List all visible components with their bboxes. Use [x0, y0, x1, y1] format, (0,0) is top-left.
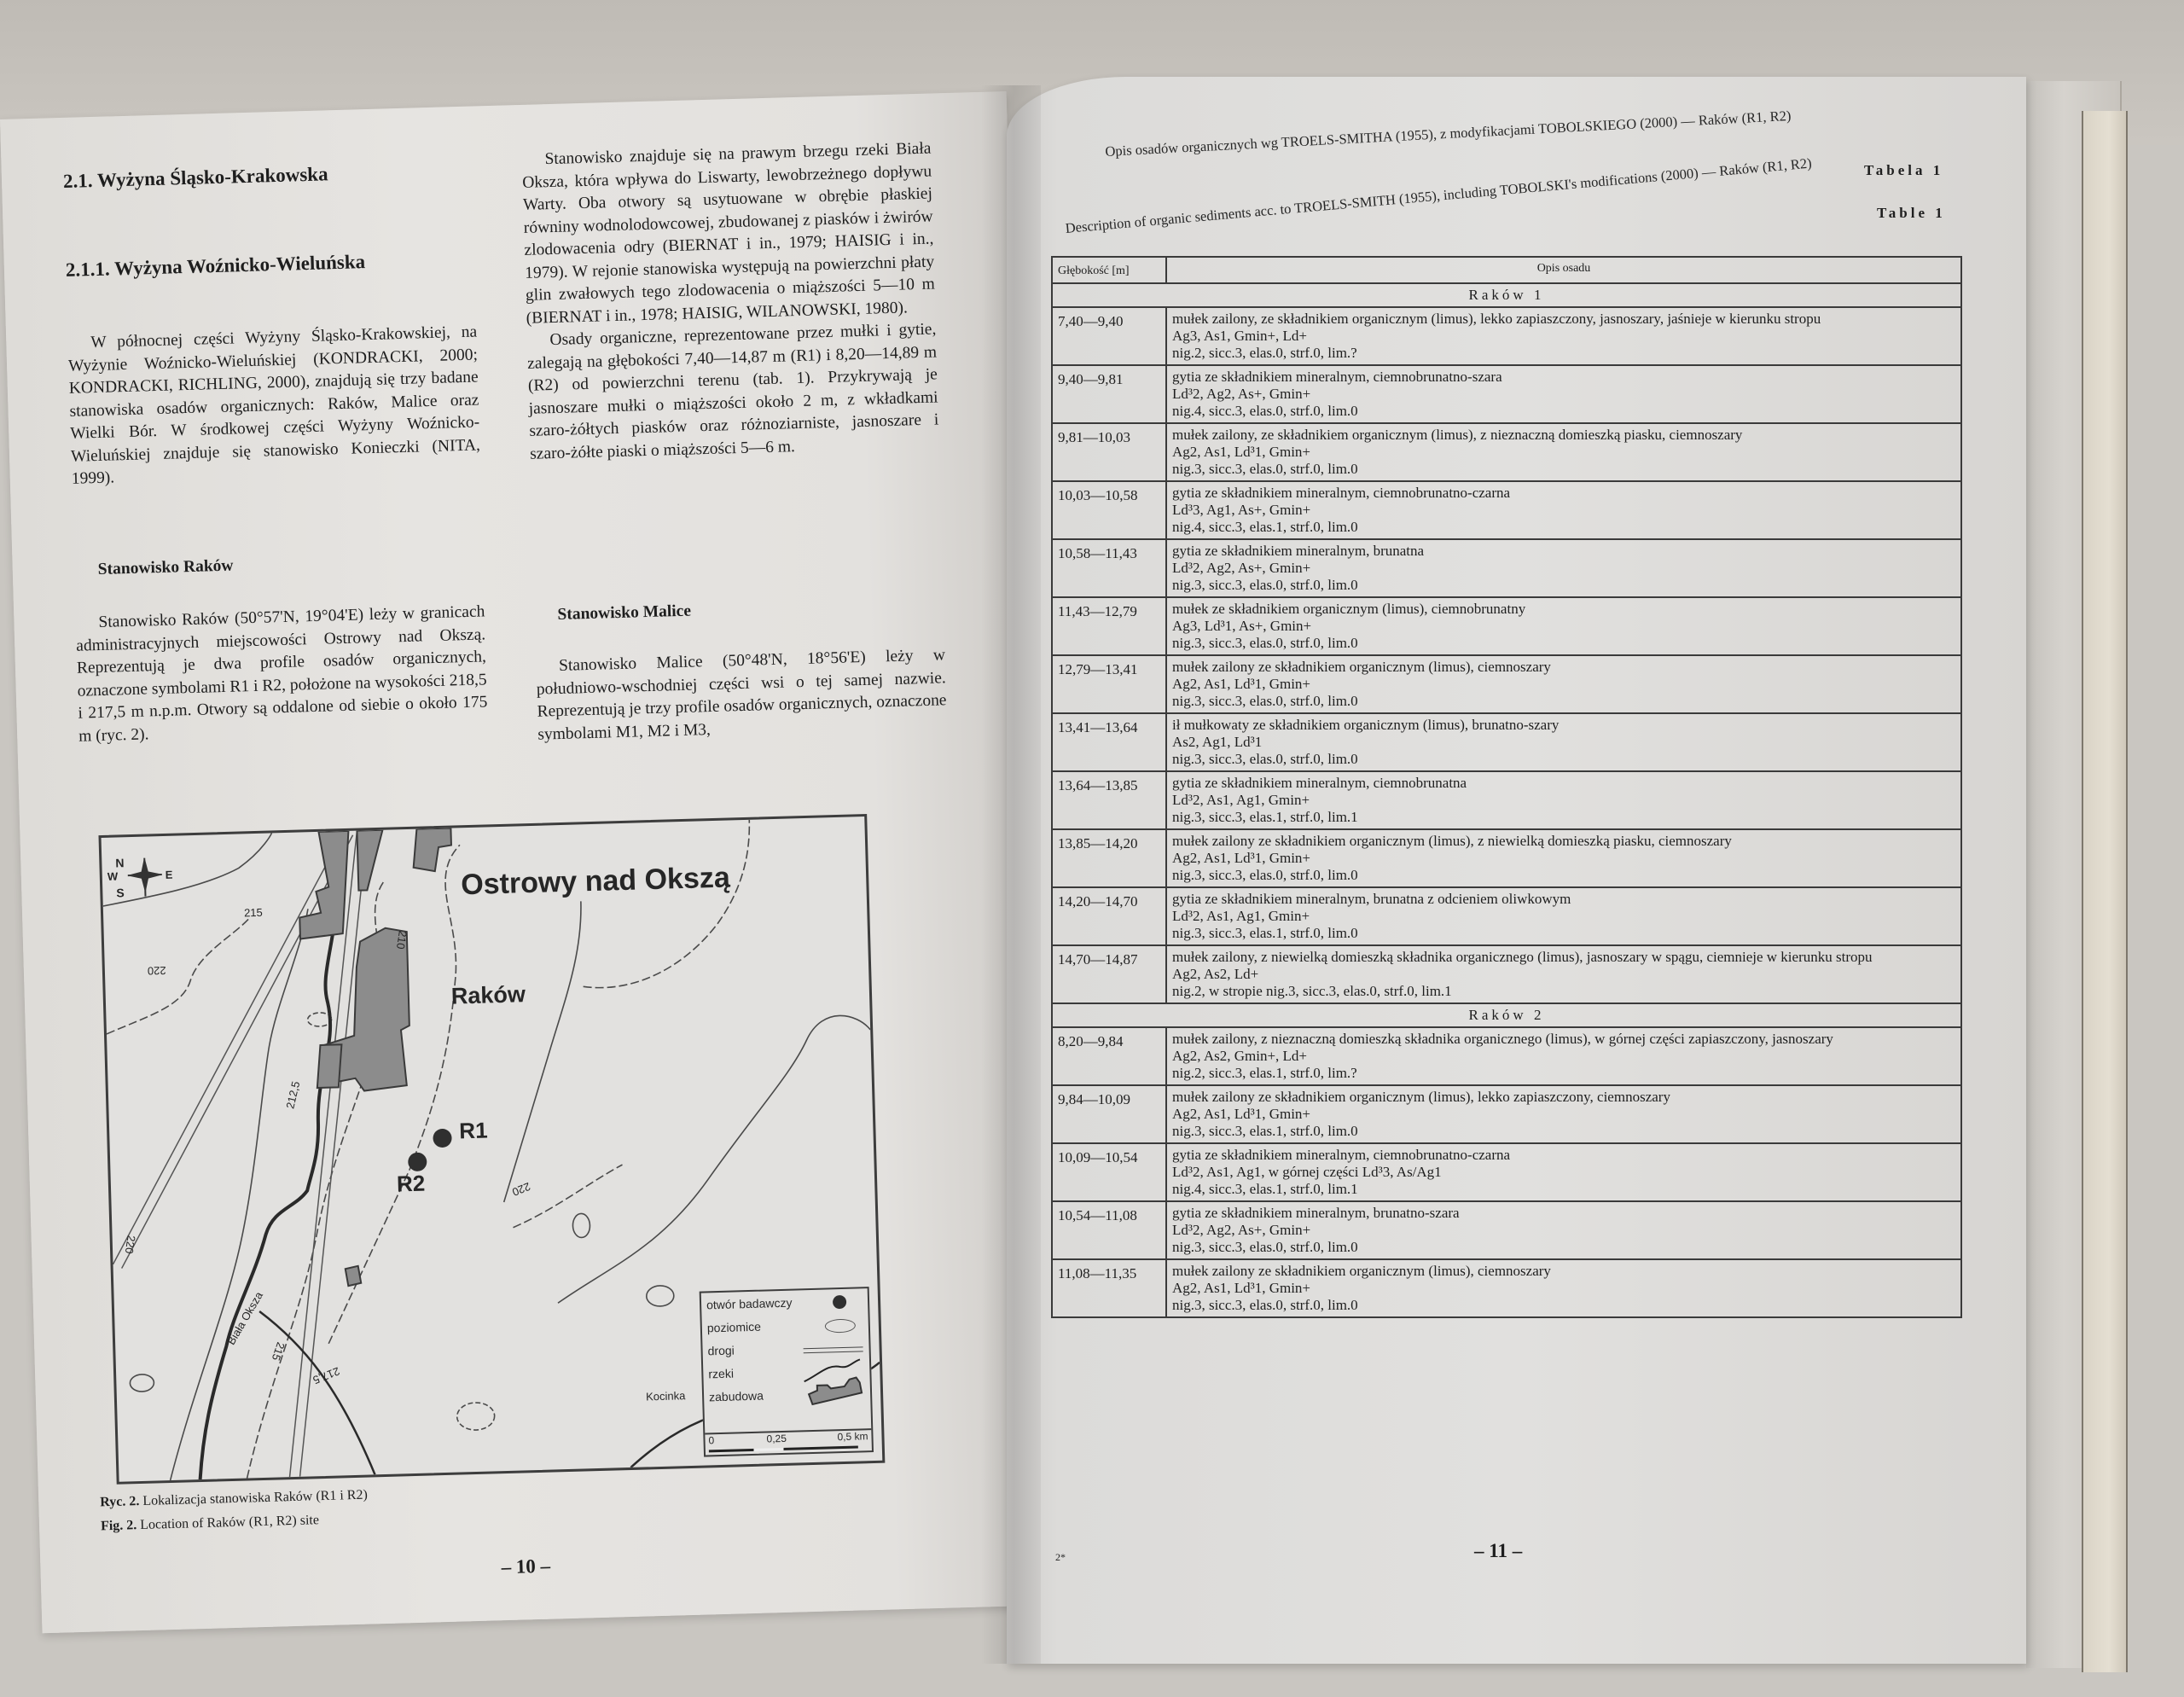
depth-cell: 10,54—11,08 [1052, 1201, 1166, 1259]
table-row [1052, 481, 1961, 539]
description-props: nig.3, sicc.3, elas.0, strf.0, lim.0 [1172, 577, 1358, 593]
contour-label: 220 [147, 963, 166, 978]
description-comp: Ag2, As2, Ld+ [1172, 966, 1259, 982]
depth-cell: 10,58—11,43 [1052, 539, 1166, 597]
depth-cell: 13,64—13,85 [1052, 771, 1166, 829]
caption-pl-label: Ryc. 2. [100, 1494, 140, 1510]
figure-caption-en [101, 1513, 319, 1534]
caption-en-text: Location of Raków (R1, R2) site [140, 1513, 320, 1533]
description-cell [1166, 771, 1961, 829]
description-cell [1166, 1143, 1961, 1201]
description-props: nig.3, sicc.3, elas.0, strf.0, lim.0 [1172, 751, 1358, 767]
table-row [1052, 1027, 1961, 1085]
description-desc: gytia ze składnikiem mineralnym, ciemnobrunatno-szara [1172, 369, 1502, 385]
contour-label: 217,5 [311, 1364, 342, 1387]
description-comp: Ld³2, As1, Ag1, Gmin+ [1172, 792, 1310, 808]
description-cell [1166, 423, 1961, 481]
description-cell [1166, 1027, 1961, 1085]
table-title-en: Description of organic sediments acc. to TROELS-SMITH (1955), including TOBOLSKI's modifications (2000) — Raków (R1, R2) [1065, 154, 1813, 236]
table-row [1052, 829, 1961, 887]
legend-contours-label: poziomice [706, 1319, 762, 1335]
table-label-en: Table 1 [1877, 205, 1946, 221]
col2-paragraphs [521, 138, 939, 466]
contour-icon [825, 1319, 856, 1334]
section-title: Raków 2 [1052, 1003, 1961, 1027]
description-comp: Ag2, As1, Ld³1, Gmin+ [1172, 1106, 1311, 1122]
col2-text-1: Stanowisko znajduje się na prawym brzegu rzeki Biała Oksza, która wpływa do Liswarty, lewobrzeżnego dopływu Warty. Oba otwory są usytuowane w obrębie płaskiej równiny wodnolodowcowej, zbudowanej z piasków i żwirów zlodowacenia odry (BIERNAT i in., 1979; HAISIG i in., 1979). W rejonie stanowiska występują na powierzchni płaty glin zwałowych tego zlodowacenia o miąższości 5—10 m (BIERNAT i in., 1978; HAISIG, WILANOWSKI, 1980). [522, 139, 936, 328]
compass-s: S [116, 886, 125, 900]
description-desc: mułek zailony ze składnikiem organicznym (limus), z niewielką domieszką piasku, ciemnoszary [1172, 833, 1732, 849]
figure-caption-pl [100, 1488, 368, 1511]
table-body [1052, 283, 1961, 1317]
table-label-pl: Tabela 1 [1864, 162, 1944, 178]
description-cell [1166, 1259, 1961, 1317]
description-props: nig.3, sicc.3, elas.0, strf.0, lim.0 [1172, 1297, 1358, 1313]
borehole-r1 [433, 1129, 452, 1148]
description-cell [1166, 655, 1961, 713]
rakow-text: Stanowisko Raków (50°57'N, 19°04'E) leży w granicach administracyjnych miejscowości Ostrowy nad Okszą. Reprezentują je dwa profile osadów organicznych, oznaczone symbolami R1 i R2, położone na wysokości 218,5 i 217,5 m n.p.m. Otwory są oddalone od siebie o około 175 m (ryc. 2). [75, 602, 488, 746]
description-desc: gytia ze składnikiem mineralnym, ciemnobrunatna [1172, 775, 1467, 791]
compass-icon [127, 857, 162, 897]
description-props: nig.4, sicc.3, elas.1, strf.0, lim.0 [1172, 519, 1358, 535]
table-row [1052, 307, 1961, 365]
buildings-icon [807, 1375, 866, 1406]
table-row [1052, 1259, 1961, 1317]
description-desc: gytia ze składnikiem mineralnym, brunatna z odcieniem oliwkowym [1172, 891, 1571, 907]
contour-label: 220 [122, 1234, 138, 1255]
town-label: Ostrowy nad Okszą [460, 861, 731, 902]
description-props: nig.3, sicc.3, elas.0, strf.0, lim.0 [1172, 867, 1358, 883]
description-desc: mułek zailony ze składnikiem organicznym (limus), ciemnoszary [1172, 659, 1551, 675]
description-cell [1166, 829, 1961, 887]
compass-w: W [107, 869, 119, 883]
description-comp: Ag3, Ld³1, As+, Gmin+ [1172, 618, 1312, 634]
description-comp: Ag2, As2, Gmin+, Ld+ [1172, 1048, 1308, 1064]
description-cell [1166, 1085, 1961, 1143]
map-legend [700, 1287, 874, 1456]
section-title: Raków 1 [1052, 283, 1961, 307]
description-cell [1166, 539, 1961, 597]
legend-buildings-label: zabudowa [708, 1388, 764, 1404]
compass-n: N [115, 856, 125, 870]
description-props: nig.3, sicc.3, elas.0, strf.0, lim.0 [1172, 635, 1358, 651]
description-props: nig.2, sicc.3, elas.1, strf.0, lim.? [1172, 1065, 1357, 1081]
header-depth: Głębokość [m] [1052, 257, 1166, 283]
col2-text-2: Osady organiczne, reprezentowane przez mułki i gytie, zalegają na głębokości 7,40—14,87 m (R1) i 8,20—14,89 m (R2) od powierzchni terenu (tab. 1). Przykrywają je jasnoszare mułki o miąższości około 2 m, z wkładkami szaro-żółtych piasków oraz różnoziarniste, jasnoszare i szaro-żółte piaski o miąższości 5—6 m. [526, 320, 939, 463]
legend-roads [707, 1344, 735, 1367]
description-desc: mułek zailony ze składnikiem organicznym (limus), ciemnoszary [1172, 1263, 1551, 1279]
description-comp: Ag2, As1, Ld³1, Gmin+ [1172, 676, 1311, 692]
description-desc: mułek zailony ze składnikiem organicznym (limus), lekko zapiaszczony, ciemnoszary [1172, 1089, 1670, 1105]
subsection-heading: 2.1.1. Wyżyna Woźnicko-Wieluńska [65, 251, 366, 281]
table-row [1052, 1143, 1961, 1201]
description-props: nig.3, sicc.3, elas.1, strf.0, lim.0 [1172, 925, 1358, 941]
left-page [0, 91, 1048, 1633]
section-heading: 2.1. Wyżyna Śląsko-Krakowska [62, 163, 328, 192]
stream-label: Kocinka [645, 1389, 686, 1404]
table-row [1052, 655, 1961, 713]
table-row [1052, 1201, 1961, 1259]
description-cell [1166, 597, 1961, 655]
contour-label: 215 [243, 905, 263, 920]
cover-flap [2082, 111, 2128, 1672]
table-section-row [1052, 1003, 1961, 1027]
caption-en-label: Fig. 2. [100, 1518, 137, 1534]
contour-label: 220 [510, 1179, 532, 1199]
description-props: nig.2, sicc.3, elas.0, strf.0, lim.? [1172, 345, 1357, 361]
description-props: nig.3, sicc.3, elas.1, strf.0, lim.1 [1172, 809, 1358, 825]
description-comp: Ag2, As1, Ld³1, Gmin+ [1172, 444, 1311, 460]
page-number-right: – 11 – [1474, 1540, 1523, 1561]
description-comp: Ag2, As1, Ld³1, Gmin+ [1172, 1280, 1311, 1296]
description-comp: Ld³2, Ag2, As+, Gmin+ [1172, 1222, 1311, 1238]
description-comp: Ld³2, As1, Ag1, Gmin+ [1172, 908, 1310, 924]
table-row [1052, 423, 1961, 481]
depth-cell: 12,79—13,41 [1052, 655, 1166, 713]
borehole-dot-icon [833, 1295, 846, 1309]
table-title-pl: Opis osadów organicznych wg TROELS-SMITHA (1955), z modyfikacjami TOBOLSKIEGO (2000) — Raków (R1, R2) [1105, 107, 1792, 160]
legend-rivers [708, 1367, 734, 1390]
legend-borehole-label: otwór badawczy [706, 1295, 793, 1312]
legend-borehole [706, 1296, 793, 1321]
depth-cell: 13,85—14,20 [1052, 829, 1166, 887]
r2-label: R2 [396, 1170, 426, 1197]
description-desc: ił mułkowaty ze składnikiem organicznym (limus), brunatno-szary [1172, 717, 1560, 733]
description-desc: gytia ze składnikiem mineralnym, brunatno-szara [1172, 1205, 1460, 1221]
header-description: Opis osadu [1166, 257, 1961, 283]
description-props: nig.2, w stropie nig.3, sicc.3, elas.0, strf.0, lim.1 [1172, 983, 1452, 999]
road-icon [804, 1346, 863, 1353]
description-comp: Ld³3, Ag1, As+, Gmin+ [1172, 502, 1311, 518]
sediment-table [1051, 256, 1962, 1318]
legend-rivers-label: rzeki [708, 1366, 735, 1381]
description-desc: gytia ze składnikiem mineralnym, ciemnobrunatno-czarna [1172, 485, 1511, 501]
table-row [1052, 539, 1961, 597]
description-cell [1166, 307, 1961, 365]
depth-cell: 9,81—10,03 [1052, 423, 1166, 481]
depth-cell: 9,40—9,81 [1052, 365, 1166, 423]
caption-pl-text: Lokalizacja stanowiska Raków (R1 i R2) [142, 1487, 369, 1508]
contour-label: 215 [269, 1340, 288, 1363]
compass-e: E [165, 868, 173, 881]
scale-start: 0 [708, 1434, 715, 1447]
description-comp: As2, Ag1, Ld³1 [1172, 734, 1263, 750]
description-comp: Ld³2, Ag2, As+, Gmin+ [1172, 560, 1311, 576]
depth-cell: 14,70—14,87 [1052, 945, 1166, 1003]
description-desc: mułek zailony, z nieznaczną domieszką składnika organicznego (limus), w górnej części zapiaszczony, jasnoszary [1172, 1031, 1833, 1047]
river-label: Biała Oksza [224, 1289, 266, 1347]
scale-mid: 0,25 [766, 1432, 787, 1445]
description-props: nig.3, sicc.3, elas.0, strf.0, lim.0 [1172, 693, 1358, 709]
malice-text: Stanowisko Malice (50°48'N, 18°56'E) leży w południowo-wschodniej części wsi o tej samej nazwie. Reprezentują je trzy profile osadów organicznych, oznaczone symbolami M1, M2 i M3, [536, 646, 947, 744]
depth-cell: 13,41—13,64 [1052, 713, 1166, 771]
malice-paragraph [536, 644, 948, 746]
description-desc: mułek zailony, z niewielką domieszką składnika organicznego (limus), jasnoszary w spągu, ciemnieje w kierunku stropu [1172, 949, 1873, 965]
depth-cell: 14,20—14,70 [1052, 887, 1166, 945]
intro-paragraph [67, 321, 481, 491]
description-comp: Ld³2, Ag2, As+, Gmin+ [1172, 386, 1311, 402]
contour-label: 210 [393, 929, 410, 950]
table-row [1052, 771, 1961, 829]
description-cell [1166, 945, 1961, 1003]
depth-cell: 11,43—12,79 [1052, 597, 1166, 655]
location-map [98, 814, 885, 1485]
legend-contours [707, 1320, 762, 1344]
borehole-r2 [408, 1153, 427, 1172]
legend-roads-label: drogi [707, 1343, 735, 1358]
description-props: nig.4, sicc.3, elas.1, strf.0, lim.1 [1172, 1181, 1358, 1197]
description-cell [1166, 1201, 1961, 1259]
description-comp: Ld³2, As1, Ag1, w górnej części Ld³3, As/Ag1 [1172, 1164, 1442, 1180]
depth-cell: 7,40—9,40 [1052, 307, 1166, 365]
description-cell [1166, 481, 1961, 539]
r1-label: R1 [458, 1117, 488, 1144]
table-row [1052, 365, 1961, 423]
table-row [1052, 887, 1961, 945]
rakow-heading: Stanowisko Raków [97, 556, 234, 578]
description-props: nig.3, sicc.3, elas.0, strf.0, lim.0 [1172, 1239, 1358, 1255]
contour-label: 212,5 [283, 1079, 303, 1110]
table-row [1052, 597, 1961, 655]
scale-end: 0,5 km [837, 1430, 868, 1444]
intro-text: W północnej części Wyżyny Śląsko-Krakowskiej, na Wyżynie Woźnicko-Wieluńskiej (KONDRACKI, 2000; KONDRACKI, RICHLING, 2000), znajdują się trzy badane stanowiska osadów organicznych: Raków, Malice oraz Wielki Bór. W środkowej części Wyżyny Woźnicko-Wieluńskiej znajduje się stanowisko Konieczki (NITA, 1999). [67, 323, 481, 488]
description-desc: gytia ze składnikiem mineralnym, ciemnobrunatno-czarna [1172, 1147, 1511, 1163]
description-desc: mułek ze składnikiem organicznym (limus), ciemnobrunatny [1172, 601, 1526, 617]
depth-cell: 11,08—11,35 [1052, 1259, 1166, 1317]
table-row [1052, 1085, 1961, 1143]
legend-buildings [709, 1389, 764, 1413]
malice-heading: Stanowisko Malice [557, 602, 692, 624]
depth-cell: 10,03—10,58 [1052, 481, 1166, 539]
village-label: Raków [450, 981, 526, 1009]
description-desc: mułek zailony, ze składnikiem organicznym (limus), lekko zapiaszczony, jasnoszary, jaśnieje w kierunku stropu [1172, 311, 1821, 327]
description-desc: mułek zailony, ze składnikiem organicznym (limus), z nieznaczną domieszką piasku, ciemnoszary [1172, 427, 1743, 443]
description-cell [1166, 887, 1961, 945]
table-row [1052, 945, 1961, 1003]
description-props: nig.3, sicc.3, elas.1, strf.0, lim.0 [1172, 1123, 1358, 1139]
page-number-left: – 10 – [501, 1555, 551, 1578]
description-cell [1166, 365, 1961, 423]
depth-cell: 9,84—10,09 [1052, 1085, 1166, 1143]
depth-cell: 8,20—9,84 [1052, 1027, 1166, 1085]
scale-bar-graphic [709, 1446, 858, 1453]
table-row [1052, 713, 1961, 771]
table-section-row [1052, 283, 1961, 307]
scale-bar [705, 1428, 872, 1455]
depth-cell: 10,09—10,54 [1052, 1143, 1166, 1201]
description-props: nig.4, sicc.3, elas.0, strf.0, lim.0 [1172, 403, 1358, 419]
rakow-paragraph [75, 601, 488, 747]
signature-mark: 2* [1055, 1551, 1066, 1563]
description-desc: gytia ze składnikiem mineralnym, brunatna [1172, 543, 1425, 559]
description-comp: Ag3, As1, Gmin+, Ld+ [1172, 328, 1308, 344]
description-comp: Ag2, As1, Ld³1, Gmin+ [1172, 850, 1311, 866]
table-header-row [1052, 257, 1961, 283]
description-props: nig.3, sicc.3, elas.0, strf.0, lim.0 [1172, 461, 1358, 477]
description-cell [1166, 713, 1961, 771]
